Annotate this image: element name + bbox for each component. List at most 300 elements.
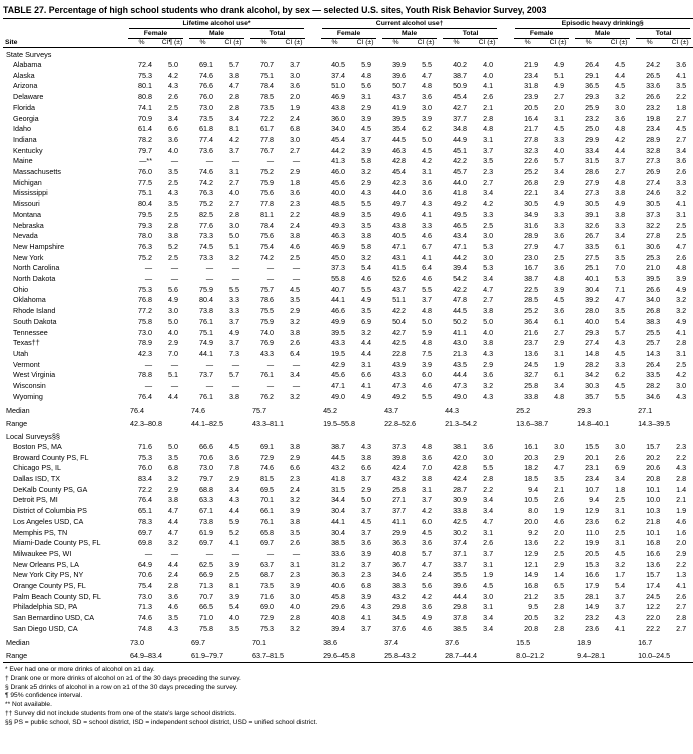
- site-cell: Milwaukee PS, WI: [13, 548, 72, 558]
- summary-value-cell: 75.7: [252, 405, 266, 415]
- table-row: [3, 81, 693, 92]
- spacer-cell: [501, 156, 511, 167]
- value-cell: 76.3: [199, 188, 213, 198]
- value-cell: 3.5: [168, 199, 178, 209]
- summary-value-cell: 43.3–81.1: [252, 419, 284, 429]
- table-row: [3, 146, 693, 157]
- value-cell: 1.3: [676, 570, 687, 580]
- value-cell: 4.7: [168, 527, 178, 537]
- value-cell: 18.2: [524, 463, 539, 473]
- value-cell: 78.8: [138, 370, 152, 380]
- summary-value-cell: 44.3: [445, 405, 460, 415]
- value-cell: 23.4: [585, 474, 600, 484]
- value-cell: 4.9: [676, 316, 687, 326]
- spacer-cell: [308, 317, 318, 328]
- spacer-cell: [308, 648, 318, 662]
- value-cell: —: [231, 359, 239, 369]
- value-cell: 73.7: [199, 370, 213, 380]
- pct-header: %: [511, 39, 544, 48]
- value-cell: 4.0: [229, 188, 239, 198]
- value-cell: 5.9: [422, 327, 433, 337]
- value-cell: 3.5: [168, 452, 178, 462]
- value-cell: 42.0: [453, 452, 468, 462]
- summary-value-cell: 9.4–28.1: [577, 651, 606, 661]
- value-cell: 45.6: [331, 177, 346, 187]
- value-cell: 3.1: [483, 134, 494, 144]
- value-cell: 36.7: [392, 559, 407, 569]
- value-cell: 3.8: [229, 70, 239, 80]
- value-cell: 4.0: [554, 145, 565, 155]
- value-cell: 69.7: [199, 538, 213, 548]
- value-cell: 31.8: [524, 81, 539, 91]
- value-cell: 2.9: [554, 177, 565, 187]
- value-cell: 3.4: [676, 145, 687, 155]
- table-row: [3, 370, 693, 381]
- value-cell: 76.3: [138, 241, 152, 251]
- value-cell: 3.5: [483, 156, 494, 166]
- table-row: [3, 549, 693, 560]
- value-cell: 4.5: [615, 548, 626, 558]
- value-cell: 7.0: [168, 348, 178, 358]
- spacer-cell: [501, 39, 511, 48]
- value-cell: 22.0: [646, 613, 661, 623]
- value-cell: 4.1: [676, 327, 687, 337]
- value-cell: 43.7: [392, 92, 407, 102]
- value-cell: 61.8: [199, 124, 213, 134]
- value-cell: 4.9: [361, 295, 372, 305]
- value-cell: 49.5: [453, 209, 468, 219]
- value-cell: —: [266, 548, 274, 558]
- value-cell: 30.4: [331, 527, 346, 537]
- footnote-1: * Ever had one or more drinks of alcohol on ≥1 day.: [5, 665, 155, 673]
- table-row: [3, 188, 693, 199]
- value-cell: 21.6: [524, 327, 539, 337]
- value-cell: 2.6: [483, 538, 494, 548]
- value-cell: 2.1: [554, 484, 565, 494]
- value-cell: 5.0: [483, 316, 494, 326]
- spacer-cell: [501, 613, 511, 624]
- table-row: [3, 92, 693, 103]
- value-cell: 23.9: [524, 92, 539, 102]
- pct-header: %: [186, 39, 219, 48]
- summary-label-cell: Median: [6, 637, 30, 647]
- value-cell: 2.7: [676, 623, 687, 633]
- value-cell: 25.0: [585, 124, 600, 134]
- value-cell: 5.3: [615, 274, 626, 284]
- value-cell: 73.8: [199, 306, 213, 316]
- spacer-cell: [501, 370, 511, 381]
- value-cell: 27.4: [585, 338, 600, 348]
- value-cell: 1.8: [615, 484, 626, 494]
- spacer-cell: [501, 570, 511, 581]
- value-cell: 3.6: [676, 60, 687, 69]
- value-cell: 36.0: [331, 113, 346, 123]
- value-cell: 3.7: [361, 623, 372, 633]
- table-row: [3, 199, 693, 210]
- value-cell: 80.1: [138, 81, 152, 91]
- spacer-cell: [308, 210, 318, 221]
- value-cell: 6.4: [422, 263, 433, 273]
- value-cell: 3.4: [290, 370, 301, 380]
- value-cell: 27.4: [646, 177, 661, 187]
- value-cell: 49.3: [331, 220, 346, 230]
- value-cell: 41.1: [392, 516, 407, 526]
- table-row: [3, 453, 693, 464]
- value-cell: 72.9: [260, 613, 274, 623]
- value-cell: 21.3: [453, 348, 468, 358]
- footnote-7: §§ PS = public school, SD = school district, ISD = independent school district, USD = unified school district.: [5, 718, 318, 726]
- value-cell: 4.3: [483, 348, 494, 358]
- value-cell: 2.9: [554, 452, 565, 462]
- summary-value-cell: 37.6: [445, 637, 460, 647]
- section-label: Local Surveys§§: [6, 431, 60, 441]
- value-cell: 20.5: [524, 102, 539, 112]
- value-cell: 2.1: [483, 102, 494, 112]
- col-group-lifetime: [125, 19, 308, 30]
- value-cell: 70.1: [260, 495, 274, 505]
- spacer-cell: [501, 517, 511, 528]
- value-cell: 3.0: [483, 231, 494, 241]
- site-cell: San Bernardino USD, CA: [13, 613, 95, 623]
- value-cell: 49.7: [392, 199, 407, 209]
- value-cell: 42.8: [453, 463, 468, 473]
- value-cell: 42.4: [392, 463, 407, 473]
- spacer-cell: [308, 92, 318, 103]
- spacer-cell: [501, 635, 511, 649]
- value-cell: 4.7: [676, 241, 687, 251]
- value-cell: 4.4: [168, 391, 178, 401]
- value-cell: 6.0: [422, 516, 433, 526]
- value-cell: 3.9: [229, 591, 239, 601]
- ci-header: CI (±): [351, 39, 379, 48]
- value-cell: 37.7: [392, 506, 407, 516]
- value-cell: 42.7: [392, 327, 407, 337]
- value-cell: 4.5: [422, 145, 433, 155]
- spacer-cell: [501, 403, 511, 417]
- value-cell: 3.1: [422, 484, 433, 494]
- value-cell: 4.3: [361, 602, 372, 612]
- spacer-cell: [308, 295, 318, 306]
- value-cell: 63.7: [260, 559, 274, 569]
- value-cell: 69.5: [260, 484, 274, 494]
- value-cell: 43.8: [331, 102, 346, 112]
- value-cell: 70.7: [199, 591, 213, 601]
- table-row: [3, 517, 693, 528]
- value-cell: 49.0: [453, 391, 468, 401]
- summary-value-cell: 28.7–44.4: [445, 651, 478, 661]
- value-cell: 71.0: [199, 613, 213, 623]
- value-cell: 2.5: [168, 252, 178, 262]
- site-cell: Arizona: [13, 81, 38, 91]
- value-cell: 45.7: [453, 167, 468, 177]
- value-cell: 50.7: [392, 81, 407, 91]
- value-cell: 2.5: [483, 220, 494, 230]
- value-cell: 3.9: [422, 359, 433, 369]
- summary-label-cell: Range: [6, 419, 28, 429]
- value-cell: 2.8: [676, 613, 687, 623]
- value-cell: 28.9: [646, 134, 661, 144]
- value-cell: 5.7: [229, 370, 239, 380]
- spacer-cell: [308, 81, 318, 92]
- value-cell: 5.6: [422, 581, 433, 591]
- value-cell: 80.8: [138, 92, 152, 102]
- value-cell: 78.4: [260, 220, 274, 230]
- value-cell: 3.2: [229, 252, 239, 262]
- value-cell: 4.5: [422, 527, 433, 537]
- summary-value-cell: 16.7: [638, 637, 653, 647]
- value-cell: 48.9: [331, 209, 346, 219]
- value-cell: 3.5: [229, 623, 239, 633]
- spacer-cell: [501, 242, 511, 253]
- spacer-cell: [308, 60, 318, 71]
- value-cell: 9.4: [589, 495, 600, 505]
- spacer-cell: [308, 338, 318, 349]
- value-cell: 2.7: [483, 295, 494, 305]
- value-cell: 38.1: [453, 441, 468, 451]
- spacer-cell: [308, 517, 318, 528]
- value-cell: 2.6: [676, 591, 687, 601]
- value-cell: 2.3: [483, 167, 494, 177]
- site-cell: New Orleans PS, LA: [13, 559, 79, 569]
- value-cell: 8.0: [528, 506, 539, 516]
- value-cell: 27.3: [646, 156, 661, 166]
- spacer-cell: [501, 338, 511, 349]
- value-cell: 7.1: [615, 284, 626, 294]
- value-cell: 4.0: [483, 70, 494, 80]
- pct-header: %: [379, 39, 412, 48]
- ci-header: CI (±): [605, 39, 633, 48]
- table-header: [3, 19, 693, 48]
- value-cell: 23.4: [524, 70, 539, 80]
- summary-value-cell: 73.0: [130, 637, 144, 647]
- spacer-cell: [308, 39, 318, 48]
- value-cell: —: [292, 156, 301, 166]
- value-cell: 73.5: [260, 102, 274, 112]
- value-cell: 69.8: [138, 538, 152, 548]
- value-cell: 3.1: [676, 348, 687, 358]
- value-cell: 25.5: [646, 327, 661, 337]
- value-cell: 2.1: [676, 495, 687, 505]
- value-cell: 3.7: [361, 527, 372, 537]
- value-cell: 3.7: [361, 506, 372, 516]
- spacer-cell: [501, 29, 511, 39]
- site-cell: Delaware: [13, 92, 44, 102]
- value-cell: 1.8: [676, 102, 687, 112]
- value-cell: 2.2: [290, 209, 301, 219]
- value-cell: 21.2: [524, 591, 539, 601]
- value-cell: 5.5: [483, 463, 494, 473]
- site-cell: Michigan: [13, 177, 42, 187]
- value-cell: 3.7: [361, 474, 372, 484]
- value-cell: 21.7: [524, 124, 539, 134]
- value-cell: 75.9: [260, 177, 274, 187]
- value-cell: 4.6: [422, 381, 433, 391]
- value-cell: 20.8: [646, 474, 661, 484]
- spacer-cell: [308, 19, 318, 30]
- value-cell: 20.3: [524, 452, 539, 462]
- value-cell: 49.2: [392, 391, 407, 401]
- value-cell: 26.4: [585, 60, 600, 69]
- value-cell: 43.8: [392, 220, 407, 230]
- value-cell: 5.0: [168, 441, 178, 451]
- value-cell: 3.8: [290, 441, 301, 451]
- value-cell: 25.8: [524, 381, 539, 391]
- spacer-cell: [308, 188, 318, 199]
- value-cell: 2.6: [554, 495, 565, 505]
- value-cell: 45.4: [453, 92, 468, 102]
- value-cell: 2.5: [676, 231, 687, 241]
- value-cell: 23.2: [646, 102, 661, 112]
- value-cell: 3.1: [554, 348, 565, 358]
- value-cell: 47.3: [453, 381, 468, 391]
- value-cell: 25.2: [524, 306, 539, 316]
- value-cell: 3.0: [229, 220, 239, 230]
- value-cell: 3.3: [554, 209, 565, 219]
- value-cell: 4.5: [615, 381, 626, 391]
- value-cell: 3.6: [483, 370, 494, 380]
- value-cell: 20.8: [524, 623, 539, 633]
- value-cell: 10.1: [646, 527, 661, 537]
- value-cell: 3.4: [229, 484, 239, 494]
- table-row: [3, 392, 693, 403]
- value-cell: 34.9: [524, 209, 539, 219]
- value-cell: 40.8: [392, 548, 407, 558]
- value-cell: 3.6: [290, 81, 301, 91]
- site-cell: Kentucky: [13, 145, 43, 155]
- value-cell: 40.0: [331, 188, 346, 198]
- site-cell: DeKalb County PS, GA: [13, 484, 88, 494]
- value-cell: 3.7: [229, 338, 239, 348]
- table-row: [3, 592, 693, 603]
- value-cell: —: [205, 263, 213, 273]
- value-cell: 69.0: [260, 602, 274, 612]
- value-cell: 19.8: [646, 113, 661, 123]
- table-row: [3, 221, 693, 232]
- value-cell: —: [170, 263, 178, 273]
- value-cell: 77.5: [138, 177, 152, 187]
- value-cell: 75.5: [260, 306, 274, 316]
- value-cell: 3.2: [554, 613, 565, 623]
- table-row: [3, 474, 693, 485]
- value-cell: 14.3: [646, 348, 661, 358]
- value-cell: 3.0: [615, 441, 626, 451]
- value-cell: 50.2: [453, 316, 468, 326]
- value-cell: 75.9: [199, 284, 213, 294]
- value-cell: 23.4: [646, 124, 661, 134]
- value-cell: —: [231, 263, 239, 273]
- value-cell: 2.2: [676, 452, 687, 462]
- value-cell: —: [144, 274, 152, 284]
- value-cell: 74.0: [260, 327, 274, 337]
- value-cell: 78.6: [260, 295, 274, 305]
- value-cell: 26.4: [646, 359, 661, 369]
- value-cell: 76.4: [138, 495, 152, 505]
- value-cell: 2.9: [290, 306, 301, 316]
- value-cell: 39.1: [585, 209, 600, 219]
- value-cell: 3.6: [229, 452, 239, 462]
- value-cell: 23.7: [524, 338, 539, 348]
- value-cell: 4.2: [483, 199, 494, 209]
- spacer-cell: [501, 188, 511, 199]
- value-cell: 5.5: [422, 284, 433, 294]
- table-row: [3, 156, 693, 167]
- value-cell: 4.8: [422, 441, 433, 451]
- value-cell: 5.4: [615, 581, 626, 591]
- value-cell: 36.5: [585, 81, 600, 91]
- site-cell: New Hampshire: [13, 241, 65, 251]
- value-cell: 3.5: [361, 306, 372, 316]
- value-cell: 29.6: [331, 602, 346, 612]
- value-cell: 6.9: [361, 316, 372, 326]
- value-cell: 2.0: [290, 92, 301, 102]
- value-cell: 6.6: [361, 370, 372, 380]
- value-cell: 32.3: [524, 145, 539, 155]
- site-cell: Indiana: [13, 134, 37, 144]
- value-cell: 4.7: [168, 506, 178, 516]
- site-cell: New York: [13, 252, 44, 262]
- spacer-cell: [501, 495, 511, 506]
- table-row: [3, 581, 693, 592]
- site-cell: West Virginia: [13, 370, 56, 380]
- table-row: [3, 231, 693, 242]
- value-cell: 2.0: [554, 527, 565, 537]
- value-cell: 3.4: [615, 231, 626, 241]
- value-cell: 28.6: [585, 167, 600, 177]
- value-cell: 3.4: [483, 495, 494, 505]
- value-cell: 3.3: [676, 177, 687, 187]
- value-cell: 4.7: [554, 463, 565, 473]
- value-cell: 49.9: [331, 316, 346, 326]
- value-cell: 76.4: [138, 391, 152, 401]
- value-cell: 3.1: [615, 538, 626, 548]
- value-cell: 4.8: [361, 70, 372, 80]
- header-group-row: [3, 19, 693, 30]
- value-cell: 3.9: [229, 559, 239, 569]
- value-cell: 6.7: [422, 241, 433, 251]
- value-cell: 33.6: [646, 81, 661, 91]
- value-cell: 76.0: [199, 92, 213, 102]
- value-cell: 25.9: [585, 102, 600, 112]
- value-cell: 3.5: [615, 252, 626, 262]
- value-cell: 15.7: [646, 570, 661, 580]
- value-cell: 5.1: [229, 241, 239, 251]
- value-cell: 1.9: [483, 570, 494, 580]
- value-cell: 3.4: [615, 474, 626, 484]
- value-cell: 42.2: [453, 156, 468, 166]
- value-cell: 39.4: [331, 623, 346, 633]
- site-cell: Maine: [13, 156, 33, 166]
- value-cell: 6.1: [615, 241, 626, 251]
- value-cell: 13.6: [524, 538, 539, 548]
- value-cell: 74.6: [199, 167, 213, 177]
- value-cell: 4.9: [676, 284, 687, 294]
- site-cell: Rhode Island: [13, 306, 56, 316]
- value-cell: 46.3: [392, 145, 407, 155]
- value-cell: 6.2: [422, 124, 433, 134]
- value-cell: 3.8: [290, 327, 301, 337]
- value-cell: 3.2: [615, 559, 626, 569]
- value-cell: 38.7: [453, 70, 468, 80]
- spacer-cell: [308, 416, 318, 430]
- summary-value-cell: 64.9–83.4: [130, 651, 162, 661]
- value-cell: 44.5: [392, 134, 407, 144]
- value-cell: 2.0: [676, 538, 687, 548]
- value-cell: 75.8: [138, 316, 152, 326]
- value-cell: —: [266, 263, 274, 273]
- value-cell: 16.8: [524, 581, 539, 591]
- spacer-cell: [308, 242, 318, 253]
- value-cell: 75.3: [138, 284, 152, 294]
